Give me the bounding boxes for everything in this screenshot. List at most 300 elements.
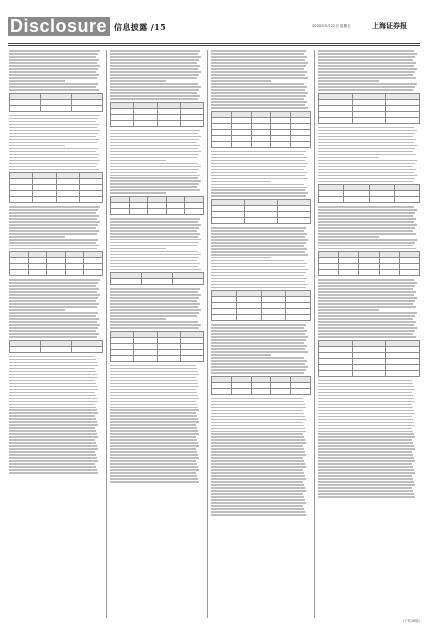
text-line (9, 160, 100, 162)
text-line (9, 395, 96, 397)
table-row (212, 388, 311, 394)
text-line (110, 404, 197, 406)
table-cell (65, 270, 84, 276)
table-cell (84, 270, 103, 276)
table-cell (173, 279, 204, 285)
table-cell (231, 388, 251, 394)
text-line (211, 505, 303, 507)
text-line (9, 386, 97, 388)
section-title: 信息披露 /15 (114, 22, 167, 32)
table-cell (344, 197, 369, 203)
text-line (211, 175, 305, 177)
text-line (211, 59, 305, 61)
text-line (9, 86, 96, 88)
text-line (110, 312, 199, 314)
text-line (110, 163, 198, 165)
text-line (110, 412, 196, 414)
text-line (110, 300, 197, 302)
text-line (211, 157, 307, 159)
text-line (110, 374, 199, 376)
text-line (9, 206, 100, 208)
text-line (211, 242, 306, 244)
text-line (318, 315, 415, 317)
table-cell (291, 141, 311, 147)
table-row (319, 270, 420, 276)
text-line (211, 169, 304, 171)
text-line (9, 448, 98, 450)
text-line (9, 389, 98, 391)
text-line (110, 74, 199, 76)
text-line (110, 56, 201, 58)
text-line (211, 493, 303, 495)
text-line (318, 386, 414, 388)
text-line (211, 404, 305, 406)
data-table (318, 340, 420, 377)
text-line (211, 89, 305, 91)
text-line (110, 183, 199, 185)
text-line (318, 50, 414, 52)
table-cell (72, 346, 103, 352)
text-line (211, 68, 304, 70)
text-line (110, 457, 199, 459)
text-line (211, 410, 303, 412)
text-line (318, 285, 415, 287)
table-cell (394, 197, 419, 203)
text-line (211, 357, 304, 359)
text-line (318, 389, 415, 391)
text-line (318, 218, 416, 220)
text-line (9, 430, 96, 432)
text-line (9, 221, 100, 223)
text-line (318, 380, 412, 382)
text-line (9, 56, 96, 58)
text-line (211, 433, 303, 435)
text-line (318, 472, 415, 474)
text-line (110, 89, 199, 91)
text-line (318, 148, 415, 150)
text-line (110, 86, 201, 88)
text-line (110, 65, 200, 67)
text-line (318, 448, 415, 450)
text-line (110, 451, 197, 453)
text-line (211, 107, 308, 109)
text-line (211, 475, 305, 477)
text-line (211, 104, 305, 106)
text-line (318, 487, 412, 489)
text-column-4 (318, 49, 420, 619)
table-cell (41, 105, 72, 111)
text-line (211, 327, 304, 329)
text-line (110, 130, 200, 132)
text-line (9, 472, 98, 474)
text-line (110, 324, 201, 326)
text-line (9, 124, 99, 126)
text-line (110, 460, 196, 462)
text-line (110, 177, 198, 179)
text-line (211, 481, 303, 483)
text-line (318, 59, 413, 61)
text-line (318, 425, 415, 427)
text-line (110, 448, 196, 450)
text-line (318, 431, 413, 433)
table-cell (212, 141, 232, 147)
table-cell (72, 105, 103, 111)
text-line (318, 404, 412, 406)
text-line (318, 236, 379, 238)
text-line (9, 148, 98, 150)
text-line (9, 285, 96, 287)
text-line (318, 83, 417, 85)
table-row (319, 117, 420, 123)
text-line (211, 56, 307, 58)
text-line (318, 481, 414, 483)
text-line (318, 172, 414, 174)
text-line (211, 490, 306, 492)
text-line (110, 53, 198, 55)
text-line (211, 431, 306, 433)
text-line (211, 508, 304, 510)
text-line (9, 245, 99, 247)
table-cell (111, 120, 134, 126)
table-cell (386, 117, 420, 123)
text-line (318, 460, 415, 462)
text-line (211, 336, 308, 338)
text-line (211, 71, 307, 73)
text-line (9, 321, 97, 323)
text-line (110, 306, 198, 308)
text-line (318, 169, 416, 171)
table-cell (399, 270, 419, 276)
table-row (111, 355, 204, 361)
text-line (110, 442, 198, 444)
text-line (318, 318, 413, 320)
text-line (318, 160, 417, 162)
table-cell (157, 120, 180, 126)
text-line (9, 398, 97, 400)
text-line (110, 71, 201, 73)
text-line (9, 236, 65, 238)
table-cell (212, 388, 232, 394)
text-line (211, 499, 305, 501)
text-line (110, 266, 198, 268)
text-line (318, 74, 413, 76)
text-line (211, 466, 306, 468)
text-line (110, 151, 201, 153)
text-line (110, 288, 200, 290)
text-line (211, 163, 308, 165)
text-line (9, 300, 96, 302)
table-cell (157, 355, 180, 361)
text-line (110, 297, 199, 299)
header-rule-top (8, 43, 420, 44)
text-line (318, 181, 413, 183)
text-line (318, 178, 415, 180)
table-row (212, 141, 311, 147)
text-line (9, 239, 98, 241)
text-line (110, 83, 198, 85)
text-line (318, 395, 413, 397)
text-line (110, 157, 197, 159)
text-line (9, 433, 97, 435)
text-line (211, 369, 306, 371)
text-line (9, 442, 96, 444)
text-line (9, 421, 97, 423)
text-line (9, 374, 97, 376)
text-line (318, 163, 415, 165)
text-line (318, 288, 413, 290)
text-line (110, 68, 198, 70)
text-line (318, 428, 412, 430)
text-line (318, 454, 413, 456)
text-line (211, 266, 305, 268)
text-line (110, 230, 197, 232)
text-line (318, 175, 417, 177)
table-cell (286, 315, 311, 321)
table-row (111, 209, 204, 215)
text-line (9, 377, 98, 379)
text-line (9, 151, 96, 153)
text-line (110, 80, 166, 82)
text-line (110, 386, 199, 388)
text-line (211, 333, 305, 335)
data-table (9, 251, 103, 276)
text-line (318, 133, 415, 135)
data-table (211, 376, 311, 395)
text-line (9, 407, 96, 409)
text-line (211, 469, 303, 471)
text-line (9, 469, 97, 471)
table-cell (111, 279, 142, 285)
table-cell (180, 355, 203, 361)
table-row (212, 218, 311, 224)
text-line (9, 306, 97, 308)
text-line (9, 50, 100, 52)
text-line (211, 496, 304, 498)
text-line (110, 466, 198, 468)
column-divider (207, 50, 208, 618)
text-line (9, 166, 96, 168)
text-line (110, 409, 199, 411)
text-line (9, 68, 98, 70)
table-cell (129, 209, 148, 215)
data-table (318, 93, 420, 124)
table-cell (41, 346, 72, 352)
text-line (211, 401, 304, 403)
text-line (211, 151, 306, 153)
text-line (110, 463, 197, 465)
text-line (110, 263, 200, 265)
text-line (211, 236, 305, 238)
text-line (110, 377, 196, 379)
text-line (211, 514, 306, 516)
text-line (318, 306, 416, 308)
text-line (110, 251, 198, 253)
text-line (110, 169, 199, 171)
text-line (110, 142, 197, 144)
text-line (110, 50, 200, 52)
data-table (9, 93, 103, 112)
text-line (110, 454, 198, 456)
text-line (9, 324, 100, 326)
text-line (318, 233, 416, 235)
table-cell (352, 370, 386, 376)
text-line (110, 62, 197, 64)
text-line (211, 62, 308, 64)
text-line (318, 327, 417, 329)
text-line (9, 401, 98, 403)
text-line (318, 436, 415, 438)
text-line (110, 418, 198, 420)
table-cell (148, 209, 167, 215)
text-line (9, 209, 98, 211)
text-line (211, 363, 305, 365)
text-line (110, 421, 199, 423)
text-line (318, 439, 412, 441)
text-line (318, 300, 415, 302)
text-line (211, 53, 304, 55)
text-line (318, 80, 379, 82)
text-line (318, 297, 417, 299)
text-line (110, 154, 199, 156)
text-line (318, 157, 379, 159)
text-line (318, 206, 414, 208)
data-table (318, 184, 420, 203)
text-line (110, 365, 196, 367)
text-line (110, 98, 198, 100)
data-table (9, 172, 103, 203)
table-cell (319, 117, 353, 123)
text-line (211, 478, 306, 480)
table-row (111, 120, 204, 126)
text-line (318, 89, 413, 91)
text-line (9, 77, 97, 79)
text-line (110, 389, 196, 391)
text-line (211, 77, 308, 79)
text-line (318, 77, 416, 79)
table-cell (185, 209, 204, 215)
issue-date: 2020年5月22日 星期五 (312, 24, 351, 28)
text-line (211, 339, 306, 341)
table-row (319, 370, 420, 376)
text-line (110, 383, 198, 385)
text-line (9, 130, 100, 132)
data-table (9, 340, 103, 353)
text-line (9, 163, 98, 165)
text-line (211, 263, 307, 265)
text-line (211, 92, 308, 94)
text-line (211, 354, 271, 356)
table-cell (236, 315, 261, 321)
text-line (318, 478, 413, 480)
table-cell (28, 270, 47, 276)
text-line (318, 166, 413, 168)
text-line (318, 86, 415, 88)
text-line (9, 356, 95, 358)
text-line (211, 50, 306, 52)
text-line (211, 428, 305, 430)
text-line (318, 294, 414, 296)
text-line (110, 433, 199, 435)
text-column-3 (211, 49, 311, 619)
text-line (110, 236, 198, 238)
table-row (111, 279, 204, 285)
text-line (110, 392, 197, 394)
text-line (9, 65, 100, 67)
text-line (110, 160, 166, 162)
text-line (110, 95, 200, 97)
text-line (211, 80, 271, 82)
data-table (110, 102, 204, 127)
text-line (9, 365, 98, 367)
text-line (211, 457, 303, 459)
text-line (110, 407, 198, 409)
text-line (211, 189, 305, 191)
text-line (211, 254, 308, 256)
text-line (318, 442, 413, 444)
text-line (9, 330, 96, 332)
data-table (110, 331, 204, 362)
text-line (110, 318, 166, 320)
text-line (9, 362, 97, 364)
text-line (9, 279, 100, 281)
text-line (318, 145, 417, 147)
text-line (110, 478, 198, 480)
table-row (10, 105, 103, 111)
text-line (9, 71, 96, 73)
table-cell (319, 370, 353, 376)
text-line (9, 409, 97, 411)
table-row (212, 315, 311, 321)
text-line (110, 327, 199, 329)
text-line (318, 451, 412, 453)
text-line (211, 342, 304, 344)
text-line (318, 139, 416, 141)
text-line (9, 288, 99, 290)
text-line (110, 180, 201, 182)
text-line (211, 324, 306, 326)
table-cell (352, 117, 386, 123)
text-line (9, 454, 96, 456)
text-line (110, 469, 199, 471)
text-line (110, 269, 201, 271)
table-cell (245, 218, 278, 224)
text-line (9, 336, 97, 338)
text-line (318, 209, 417, 211)
table-row (10, 270, 103, 276)
table-cell (10, 270, 29, 276)
text-line (9, 133, 98, 135)
text-line (9, 463, 95, 465)
text-line (9, 169, 99, 171)
text-line (9, 439, 95, 441)
text-line (318, 490, 413, 492)
text-line (211, 83, 304, 85)
text-line (9, 227, 96, 229)
text-line (318, 413, 415, 415)
text-line (110, 395, 198, 397)
table-cell (319, 197, 344, 203)
text-line (318, 65, 414, 67)
text-line (318, 62, 416, 64)
page-continuation-note: (下转16版) (402, 619, 420, 623)
text-line (211, 487, 305, 489)
table-cell (251, 388, 271, 394)
text-line (211, 425, 304, 427)
table-cell (231, 141, 251, 147)
text-line (211, 166, 306, 168)
text-line (9, 115, 100, 117)
text-line (9, 59, 99, 61)
